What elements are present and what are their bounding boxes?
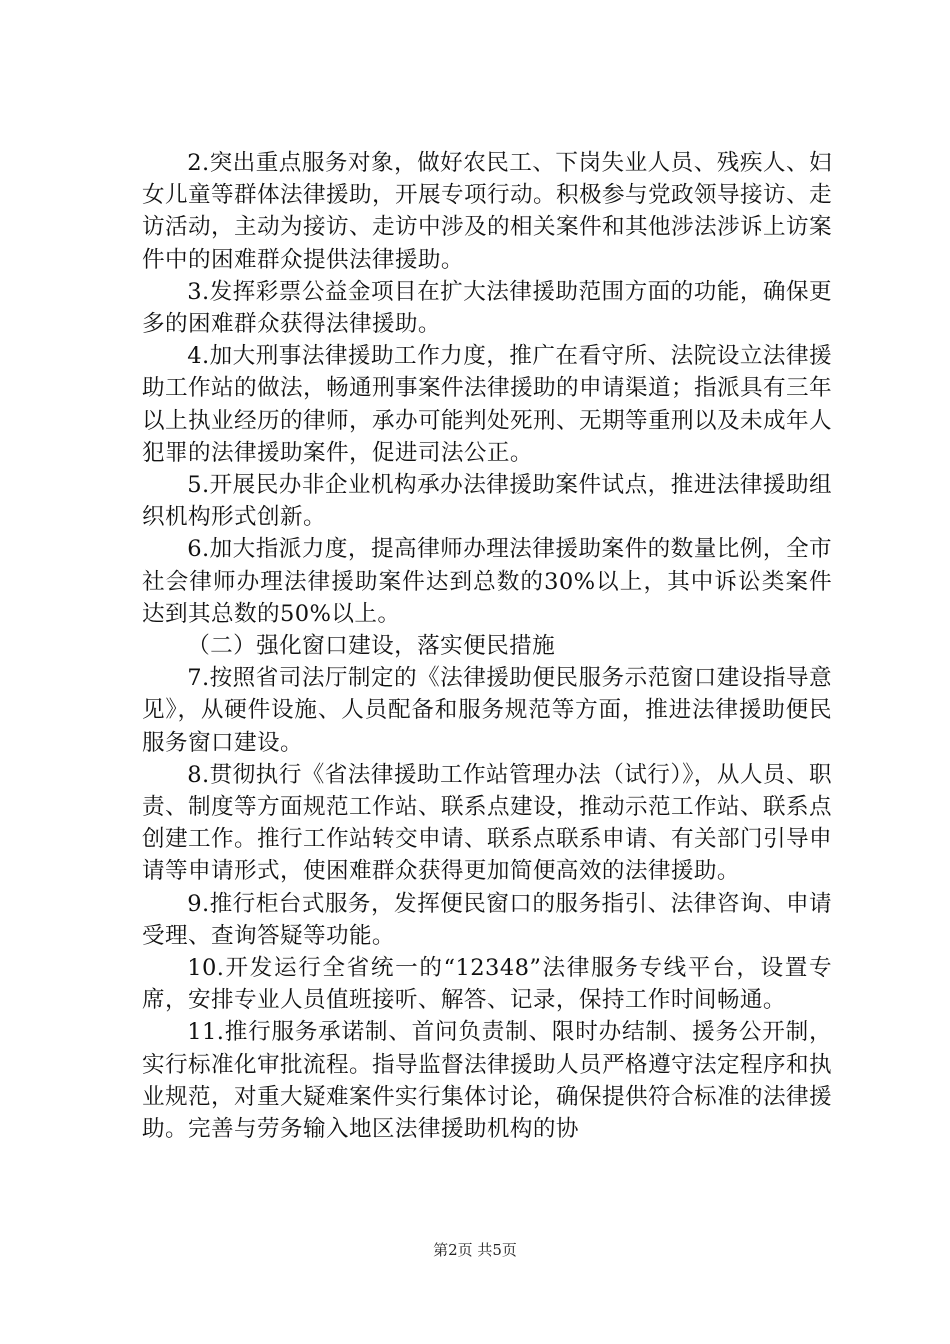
paragraph-item-5: 5.开展民办非企业机构承办法律援助案件试点，推进法律援助组织机构形式创新。: [142, 472, 832, 531]
paragraph-item-11: 11.推行服务承诺制、首问负责制、限时办结制、援务公开制，实行标准化审批流程。指导监督法律援助人员严格遵守法定程序和执业规范，对重大疑难案件实行集体讨论，确保提供符合标准的法律援助。完善与劳务输入地区法律援助机构的协: [142, 1019, 832, 1143]
paragraph-item-4: 4.加大刑事法律援助工作力度，推广在看守所、法院设立法律援助工作站的做法，畅通刑事案件法律援助的申请渠道；指派具有三年以上执业经历的律师，承办可能判处死刑、无期等重刑以及未成年人犯罪的法律援助案件，促进司法公正。: [142, 343, 832, 466]
paragraph-item-2: 2.突出重点服务对象，做好农民工、下岗失业人员、残疾人、妇女儿童等群体法律援助，开展专项行动。积极参与党政领导接访、走访活动，主动为接访、走访中涉及的相关案件和其他涉法涉诉上访案件中的困难群众提供法律援助。: [142, 150, 832, 273]
paragraph-item-3: 3.发挥彩票公益金项目在扩大法律援助范围方面的功能，确保更多的困难群众获得法律援助。: [142, 278, 832, 338]
section-heading: （二）强化窗口建设，落实便民措施: [187, 633, 556, 660]
paragraph-item-7: 7.按照省司法厅制定的《法律援助便民服务示范窗口建设指导意见》，从硬件设施、人员配备和服务规范等方面，推进法律援助便民服务窗口建设。: [142, 665, 832, 756]
page-footer: 第2页 共5页: [433, 1241, 517, 1259]
paragraph-item-8: 8.贯彻执行《省法律援助工作站管理办法（试行）》，从人员、职责、制度等方面规范工作站、联系点建设，推动示范工作站、联系点创建工作。推行工作站转交申请、联系点联系申请、有关部门引导申请等申请形式，使困难群众获得更加简便高效的法律援助。: [142, 761, 832, 885]
document-body: [142, 147, 832, 1145]
paragraph-item-6: 6.加大指派力度，提高律师办理法律援助案件的数量比例，全市社会律师办理法律援助案件达到总数的30%以上，其中诉讼类案件达到其总数的50%以上。: [142, 536, 832, 627]
paragraph-item-10: 10.开发运行全省统一的“12348”法律服务专线平台，设置专席，安排专业人员值班接听、解答、记录，保持工作时间畅通。: [142, 955, 832, 1014]
paragraph-item-9: 9.推行柜台式服务，发挥便民窗口的服务指引、法律咨询、申请受理、查询答疑等功能。: [142, 890, 832, 949]
